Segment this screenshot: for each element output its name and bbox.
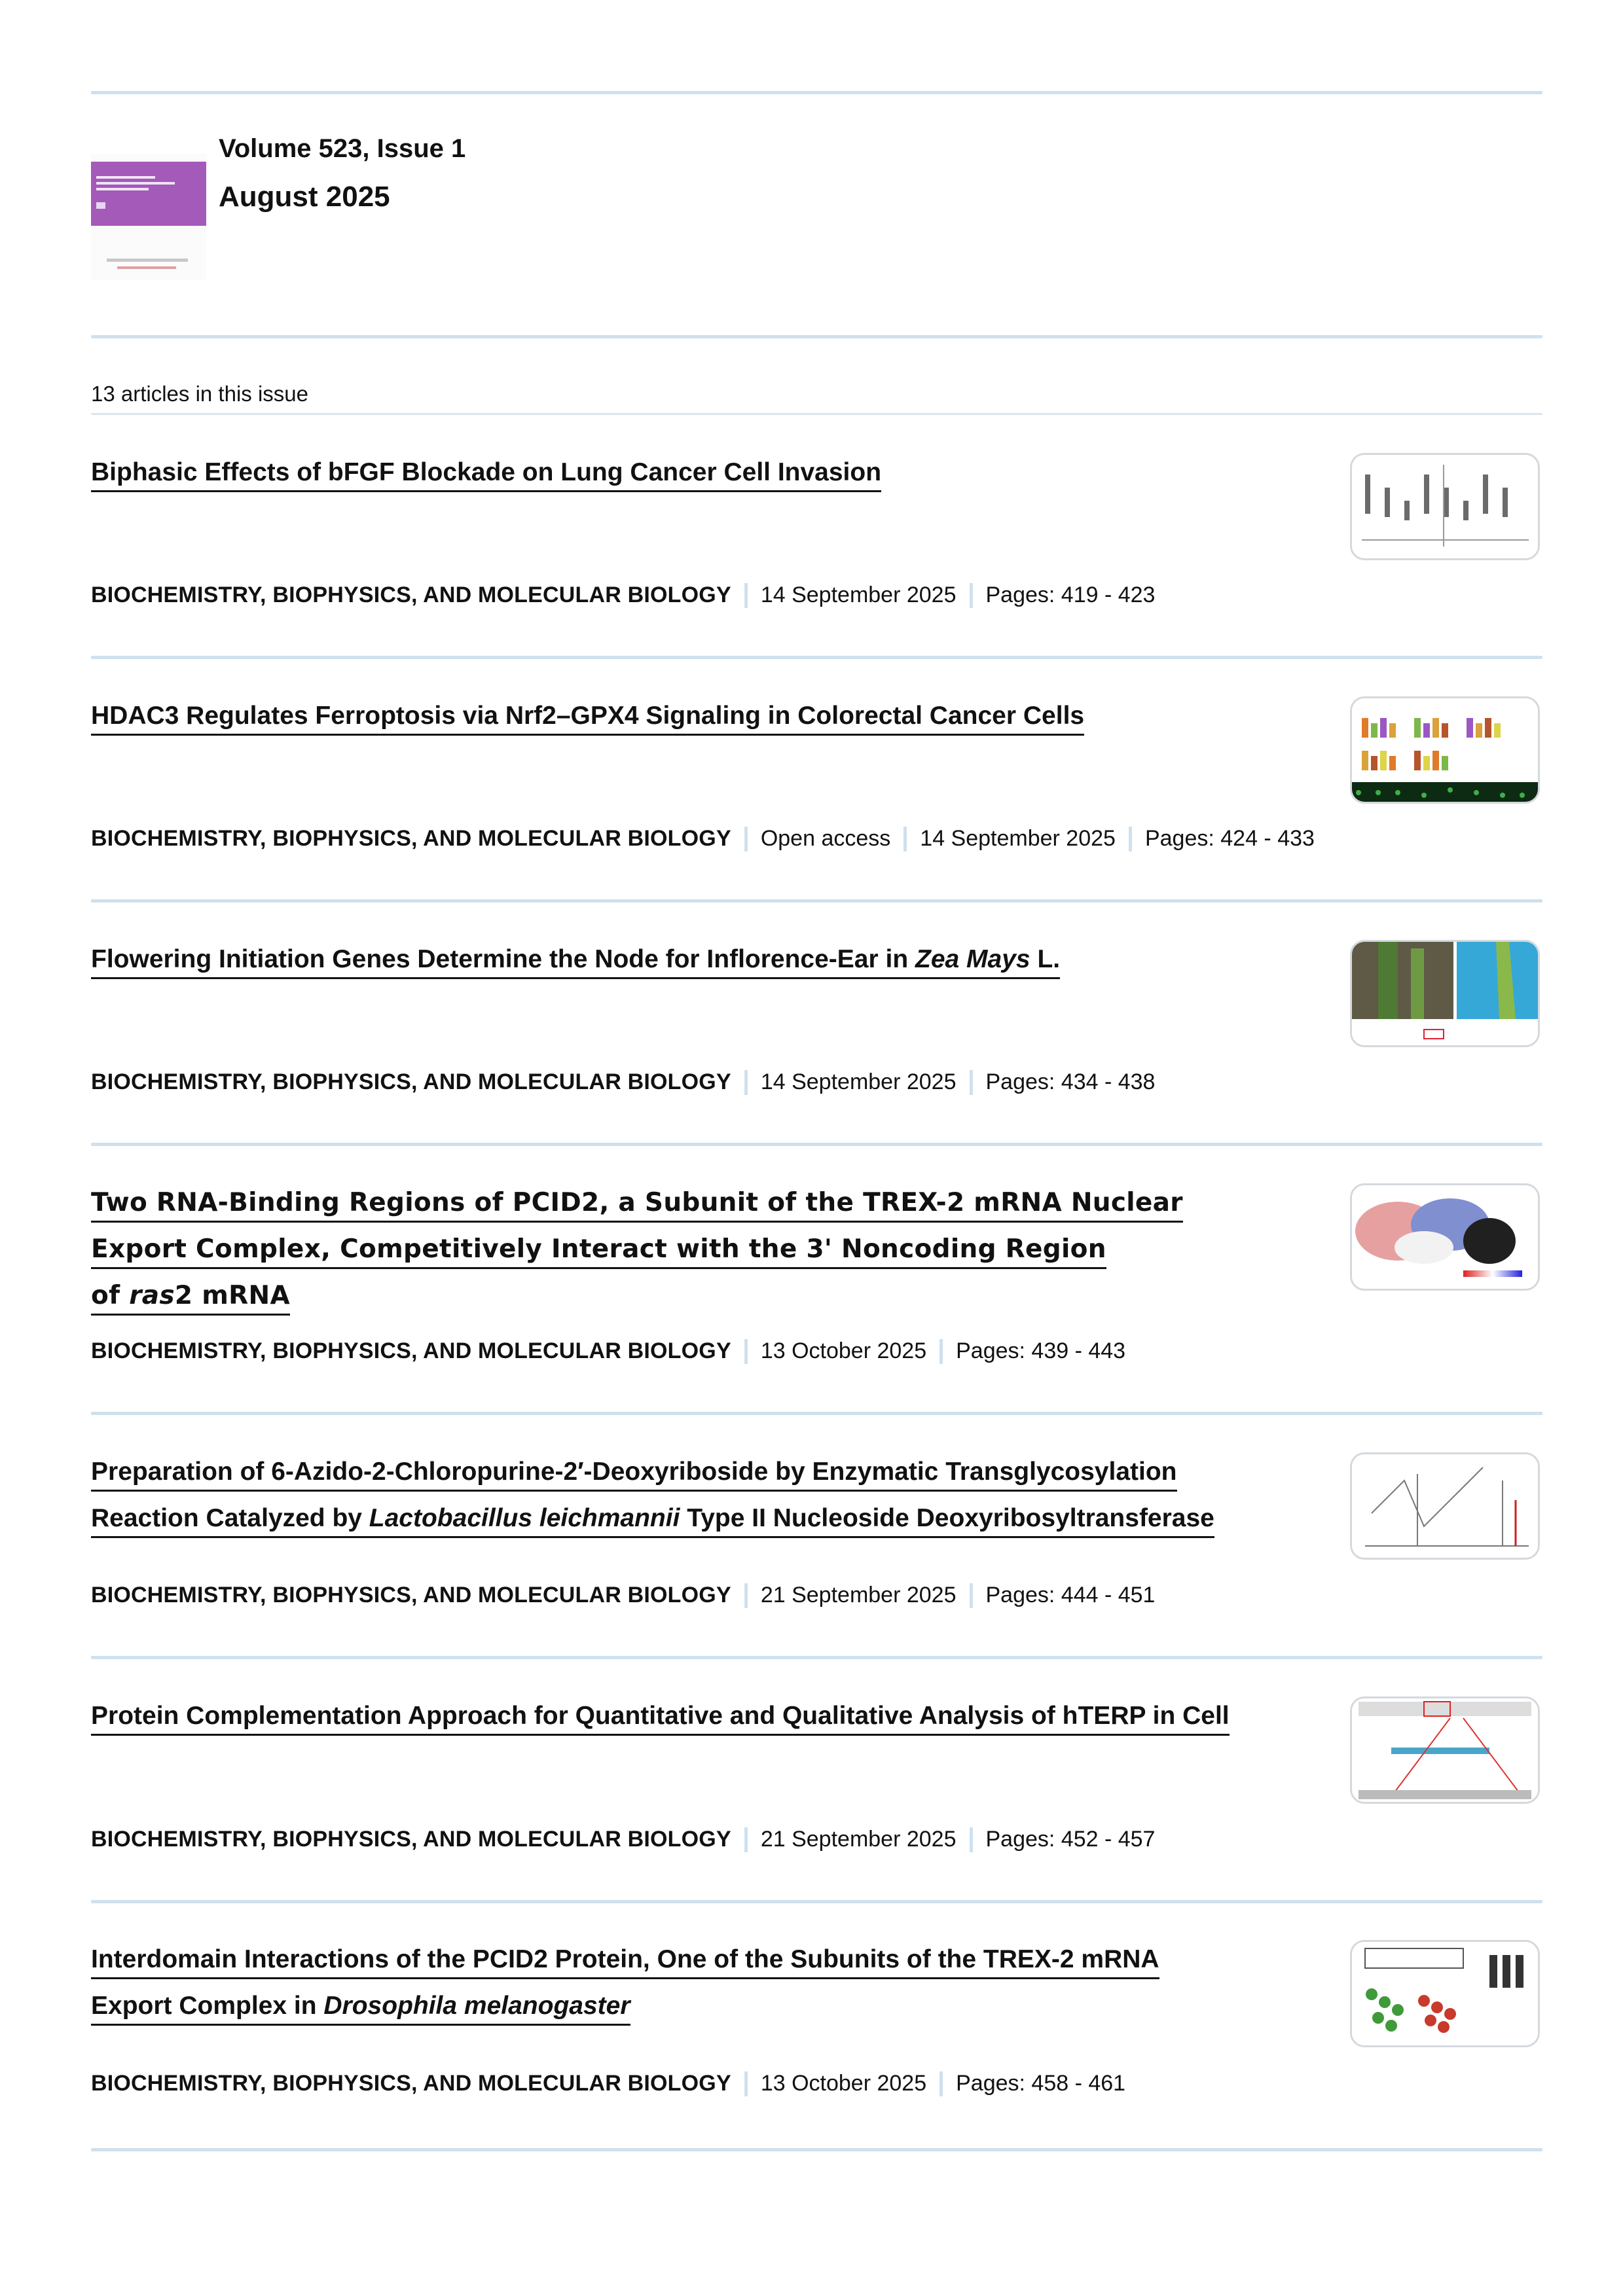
meta-separator: [970, 1583, 973, 1608]
meta-separator: [744, 1339, 748, 1364]
protein-surface-icon[interactable]: [1350, 1183, 1540, 1291]
article-title-line[interactable]: [91, 1988, 630, 2026]
publication-date: 21 September 2025: [760, 1583, 957, 1607]
article-title-line[interactable]: [91, 455, 881, 492]
page-range: Pages: 452 - 457: [985, 1827, 1156, 1852]
article-category[interactable]: BIOCHEMISTRY, BIOPHYSICS, AND MOLECULAR BIOLOGY: [91, 1827, 731, 1852]
article-title-line[interactable]: [91, 1698, 1230, 1736]
article-divider: [91, 1143, 1542, 1146]
article-title-segment: HDAC3 Regulates Ferroptosis via Nrf2–GPX4 Signaling in Colorectal Cancer Cells: [91, 702, 1085, 730]
meta-separator: [970, 583, 973, 608]
meta-separator: [939, 1339, 943, 1364]
journal-cover-icon[interactable]: [91, 154, 206, 279]
publication-date: 13 October 2025: [760, 1338, 927, 1363]
article-divider: [91, 1412, 1542, 1415]
meta-separator: [939, 2072, 943, 2096]
meta-separator: [744, 1827, 748, 1852]
article-title-link[interactable]: [91, 1695, 1230, 1742]
header-rule: [91, 335, 1542, 338]
publication-date: 14 September 2025: [760, 583, 957, 607]
article-category[interactable]: BIOCHEMISTRY, BIOPHYSICS, AND MOLECULAR BIOLOGY: [91, 1338, 731, 1363]
publication-date: 21 September 2025: [760, 1827, 957, 1852]
article-meta: [91, 1069, 1155, 1095]
cover-line: [96, 188, 149, 190]
article-title-segment: Zea Mays: [915, 945, 1030, 973]
article-title-segment: Reaction Catalyzed by: [91, 1504, 369, 1532]
article-title-segment: Preparation of 6-Azido-2-Chloropurine-2′-Deoxyriboside by Enzymatic Transglycosylation: [91, 1458, 1177, 1486]
article-title-segment: Lactobacillus leichmannii: [369, 1504, 680, 1532]
publisher-logo-icon: [107, 259, 188, 262]
article-title-link[interactable]: [91, 1451, 1214, 1544]
article-meta: [91, 2071, 1125, 2096]
article-title-line[interactable]: [91, 1232, 1106, 1269]
article-meta: [91, 1338, 1125, 1364]
article-title-line[interactable]: [91, 1501, 1214, 1538]
protein-structure-icon[interactable]: [1350, 1940, 1540, 2047]
cover-line: [96, 182, 175, 185]
meta-separator: [970, 1070, 973, 1095]
plant-photo-icon[interactable]: [1350, 940, 1540, 1047]
meta-separator: [903, 827, 907, 852]
publication-date: 14 September 2025: [760, 1069, 957, 1094]
article-divider: [91, 1900, 1542, 1903]
article-title-segment: L.: [1030, 945, 1061, 973]
article-title-line[interactable]: [91, 1185, 1183, 1223]
article-category[interactable]: BIOCHEMISTRY, BIOPHYSICS, AND MOLECULAR BIOLOGY: [91, 826, 731, 851]
article-category[interactable]: BIOCHEMISTRY, BIOPHYSICS, AND MOLECULAR BIOLOGY: [91, 583, 731, 607]
article-title-segment: Type II Nucleoside Deoxyribosyltransferase: [680, 1504, 1214, 1532]
gene-map-figure-icon[interactable]: [1350, 1696, 1540, 1804]
article-title-segment: Interdomain Interactions of the PCID2 Protein, One of the Subunits of the TREX-2 mRNA: [91, 1945, 1159, 1973]
meta-separator: [1129, 827, 1132, 852]
meta-separator: [744, 1070, 748, 1095]
article-title-link[interactable]: [91, 1939, 1159, 2032]
page-range: Pages: 444 - 451: [985, 1583, 1156, 1607]
article-divider: [91, 1656, 1542, 1659]
article-title-link[interactable]: [91, 939, 1060, 985]
article-category[interactable]: BIOCHEMISTRY, BIOPHYSICS, AND MOLECULAR BIOLOGY: [91, 2071, 731, 2096]
cover-line: [96, 176, 155, 179]
page-range: Pages: 458 - 461: [956, 2071, 1126, 2096]
meta-separator: [744, 2072, 748, 2096]
line-chart-figure-icon[interactable]: [1350, 1452, 1540, 1560]
meta-separator: [744, 1583, 748, 1608]
publication-date: 13 October 2025: [760, 2071, 927, 2096]
article-meta: [91, 826, 1315, 852]
article-title-segment: ras: [129, 1281, 175, 1310]
article-count: 13 articles in this issue: [91, 382, 308, 406]
article-title-segment: 2 mRNA: [174, 1281, 290, 1310]
publisher-logo-icon: [117, 266, 176, 269]
article-title-link[interactable]: [91, 1182, 1183, 1321]
article-title-segment: Protein Complementation Approach for Quantitative and Qualitative Analysis of hTERP in Cell: [91, 1702, 1230, 1730]
top-rule: [91, 91, 1542, 94]
article-title-line[interactable]: [91, 1454, 1177, 1492]
article-meta: [91, 1827, 1155, 1852]
count-rule: [91, 413, 1542, 415]
article-title-link[interactable]: [91, 695, 1084, 742]
article-title-segment: Drosophila melanogaster: [323, 1992, 630, 2020]
article-title-segment: Biphasic Effects of bFGF Blockade on Lung Cancer Cell Invasion: [91, 458, 882, 486]
page-range: Pages: 424 - 433: [1144, 826, 1315, 851]
page-range: Pages: 439 - 443: [956, 1338, 1126, 1363]
article-title-line[interactable]: [91, 1942, 1159, 1979]
cover-mark: [96, 202, 105, 209]
article-meta: [91, 1583, 1155, 1608]
article-title-segment: Export Complex, Competitively Interact with the 3' Noncoding Region: [91, 1234, 1106, 1264]
colored-bars-figure-icon[interactable]: [1350, 696, 1540, 804]
article-category[interactable]: BIOCHEMISTRY, BIOPHYSICS, AND MOLECULAR BIOLOGY: [91, 1069, 731, 1094]
volume-issue: Volume 523, Issue 1: [219, 134, 466, 163]
article-meta: [91, 583, 1155, 608]
article-title-segment: Flowering Initiation Genes Determine the Node for Inflorence-Ear in: [91, 945, 916, 973]
article-title-link[interactable]: [91, 452, 881, 498]
article-category[interactable]: BIOCHEMISTRY, BIOPHYSICS, AND MOLECULAR BIOLOGY: [91, 1583, 731, 1607]
article-divider: [91, 656, 1542, 659]
page-range: Pages: 419 - 423: [985, 583, 1156, 607]
article-title-segment: Two RNA-Binding Regions of PCID2, a Subunit of the TREX-2 mRNA Nuclear: [91, 1188, 1183, 1217]
article-title-segment: Export Complex in: [91, 1992, 324, 2020]
article-title-line[interactable]: [91, 698, 1084, 736]
meta-separator: [744, 827, 748, 852]
meta-separator: [970, 1827, 973, 1852]
article-title-line[interactable]: [91, 942, 1060, 979]
access-badge: Open access: [760, 826, 891, 851]
page-range: Pages: 434 - 438: [985, 1069, 1156, 1094]
publication-date: 14 September 2025: [920, 826, 1116, 851]
bottom-rule: [91, 2148, 1542, 2151]
article-title-segment: of: [91, 1281, 130, 1310]
cover-title-band: [91, 162, 206, 226]
bar-chart-figure-icon[interactable]: [1350, 453, 1540, 560]
issue-date: August 2025: [219, 181, 390, 213]
article-title-line[interactable]: [91, 1278, 290, 1316]
article-divider: [91, 899, 1542, 903]
meta-separator: [744, 583, 748, 608]
